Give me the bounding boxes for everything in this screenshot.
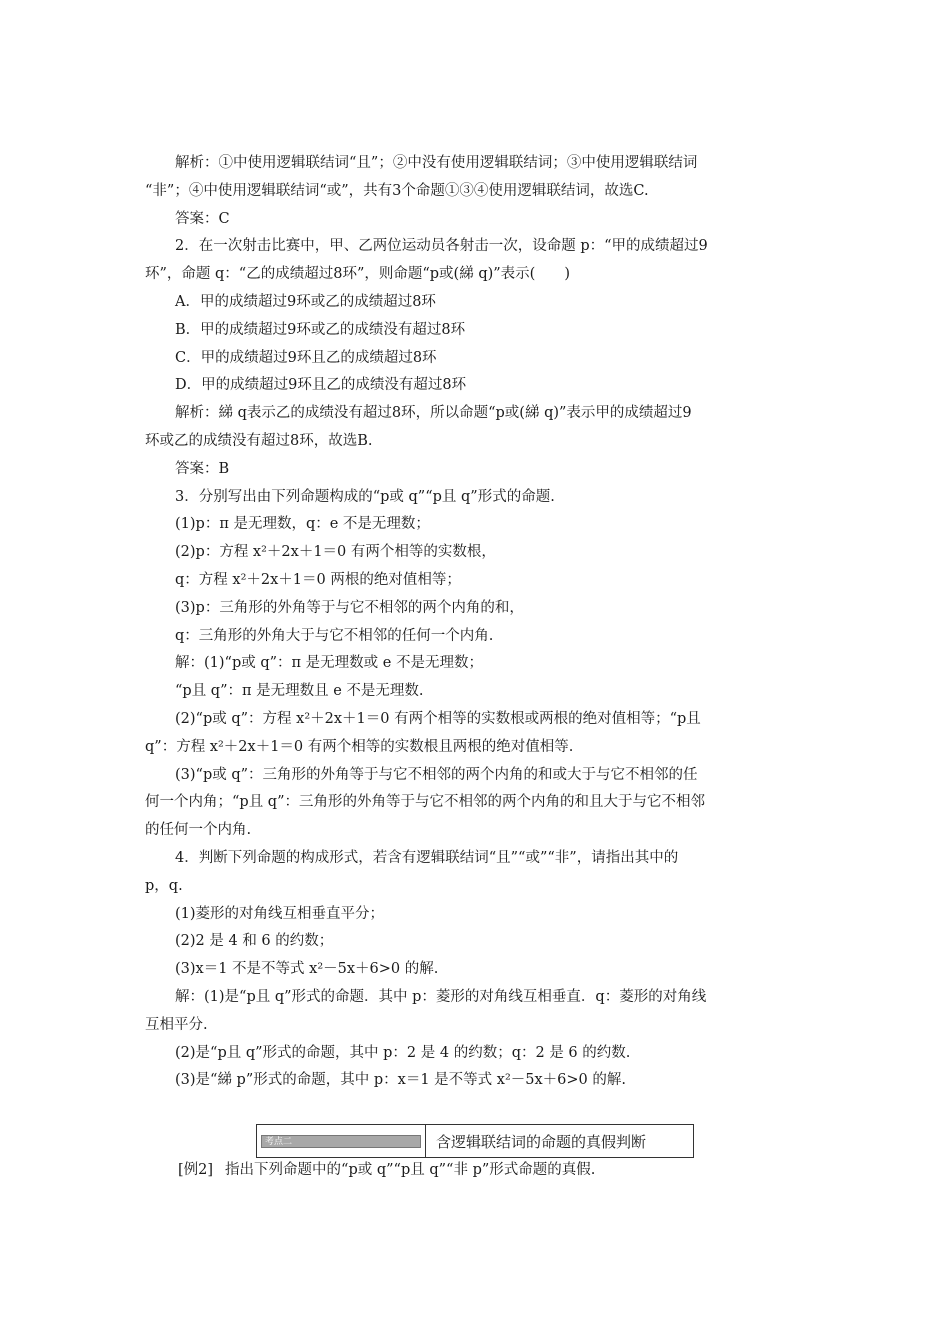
text-line: 环或乙的成绩没有超过8环，故选B. xyxy=(145,432,373,449)
text-line: (2)p：方程 x²＋2x＋1＝0 有两个相等的实数根， xyxy=(175,544,496,561)
text-line: 答案：B xyxy=(175,460,230,477)
text-line: A．甲的成绩超过9环或乙的成绩超过8环 xyxy=(175,293,436,310)
text-line: (1)p：π 是无理数，q：e 不是无理数； xyxy=(175,516,430,533)
text-line: 解析：①中使用逻辑联结词“且”；②中没有使用逻辑联结词；③中使用逻辑联结词 xyxy=(175,155,698,171)
text-line: (2)2 是 4 和 6 的约数； xyxy=(175,933,334,950)
text-line: (2)“p或 q”：方程 x²＋2x＋1＝0 有两个相等的实数根或两根的绝对值相等；“p且 xyxy=(175,710,701,727)
text-line: 的任何一个内角. xyxy=(145,822,252,839)
text-line: 2．在一次射击比赛中，甲、乙两位运动员各射击一次，设命题 p：“甲的成绩超过9 xyxy=(175,238,708,255)
text-line: (3)x＝1 不是不等式 x²－5x＋6>0 的解. xyxy=(175,961,439,978)
text-line: C．甲的成绩超过9环且乙的成绩超过8环 xyxy=(175,349,437,366)
text-line: B．甲的成绩超过9环或乙的成绩没有超过8环 xyxy=(175,321,466,338)
section-banner xyxy=(256,1124,694,1158)
text-line: “p且 q”：π 是无理数且 e 不是无理数. xyxy=(175,683,424,700)
text-line: 答案：C xyxy=(175,210,230,227)
example-label: [例2] xyxy=(178,1162,214,1178)
text-line: 4．判断下列命题的构成形式，若含有逻辑联结词“且”“或”“非”，请指出其中的 xyxy=(175,849,679,866)
text-line: (3)是“綈 p”形式的命题，其中 p：x＝1 是不等式 x²－5x＋6>0 的解. xyxy=(175,1072,626,1089)
text-line: 互相平分. xyxy=(145,1016,208,1033)
example-heading xyxy=(178,1157,595,1185)
text-line: p，q. xyxy=(145,877,183,894)
text-line: q：方程 x²＋2x＋1＝0 两根的绝对值相等； xyxy=(175,571,461,588)
text-line: 何一个内角；“p且 q”：三角形的外角等于与它不相邻的两个内角的和且大于与它不相邻 xyxy=(145,794,705,811)
section-tag-label: 考点二 xyxy=(265,1136,293,1147)
section-title: 含逻辑联结词的命题的真假判断 xyxy=(425,1125,693,1157)
text-line: 解析：綈 q表示乙的成绩没有超过8环，所以命题“p或(綈 q)”表示甲的成绩超过9 xyxy=(175,405,692,422)
text-line: (2)是“p且 q”形式的命题，其中 p：2 是 4 的约数；q：2 是 6 的约数. xyxy=(175,1044,631,1061)
text-line: 环”，命题 q：“乙的成绩超过8环”，则命题“p或(綈 q)”表示( ) xyxy=(145,266,570,283)
text-line: 3．分别写出由下列命题构成的“p或 q”“p且 q”形式的命题. xyxy=(175,488,555,505)
text-line: q：三角形的外角大于与它不相邻的任何一个内角. xyxy=(175,627,494,644)
section-tag-bar xyxy=(261,1135,421,1148)
text-line: (3)p：三角形的外角等于与它不相邻的两个内角的和， xyxy=(175,599,524,616)
example-text: 指出下列命题中的“p或 q”“p且 q”“非 p”形式命题的真假. xyxy=(225,1162,596,1178)
text-line: 解：(1)“p或 q”：π 是无理数或 e 不是无理数； xyxy=(175,655,483,672)
document-body xyxy=(145,150,809,1095)
text-line: (1)菱形的对角线互相垂直平分； xyxy=(175,905,385,922)
text-line: “非”；④中使用逻辑联结词“或”，共有3个命题①③④使用逻辑联结词，故选C. xyxy=(145,182,649,199)
section-tag xyxy=(257,1125,425,1157)
text-line: (3)“p或 q”：三角形的外角等于与它不相邻的两个内角的和或大于与它不相邻的任 xyxy=(175,766,698,783)
text-line: 解：(1)是“p且 q”形式的命题．其中 p：菱形的对角线互相垂直．q：菱形的对角线 xyxy=(175,988,707,1005)
text-line: D．甲的成绩超过9环且乙的成绩没有超过8环 xyxy=(175,377,467,394)
text-line: q”：方程 x²＋2x＋1＝0 有两个相等的实数根且两根的绝对值相等. xyxy=(145,738,574,755)
